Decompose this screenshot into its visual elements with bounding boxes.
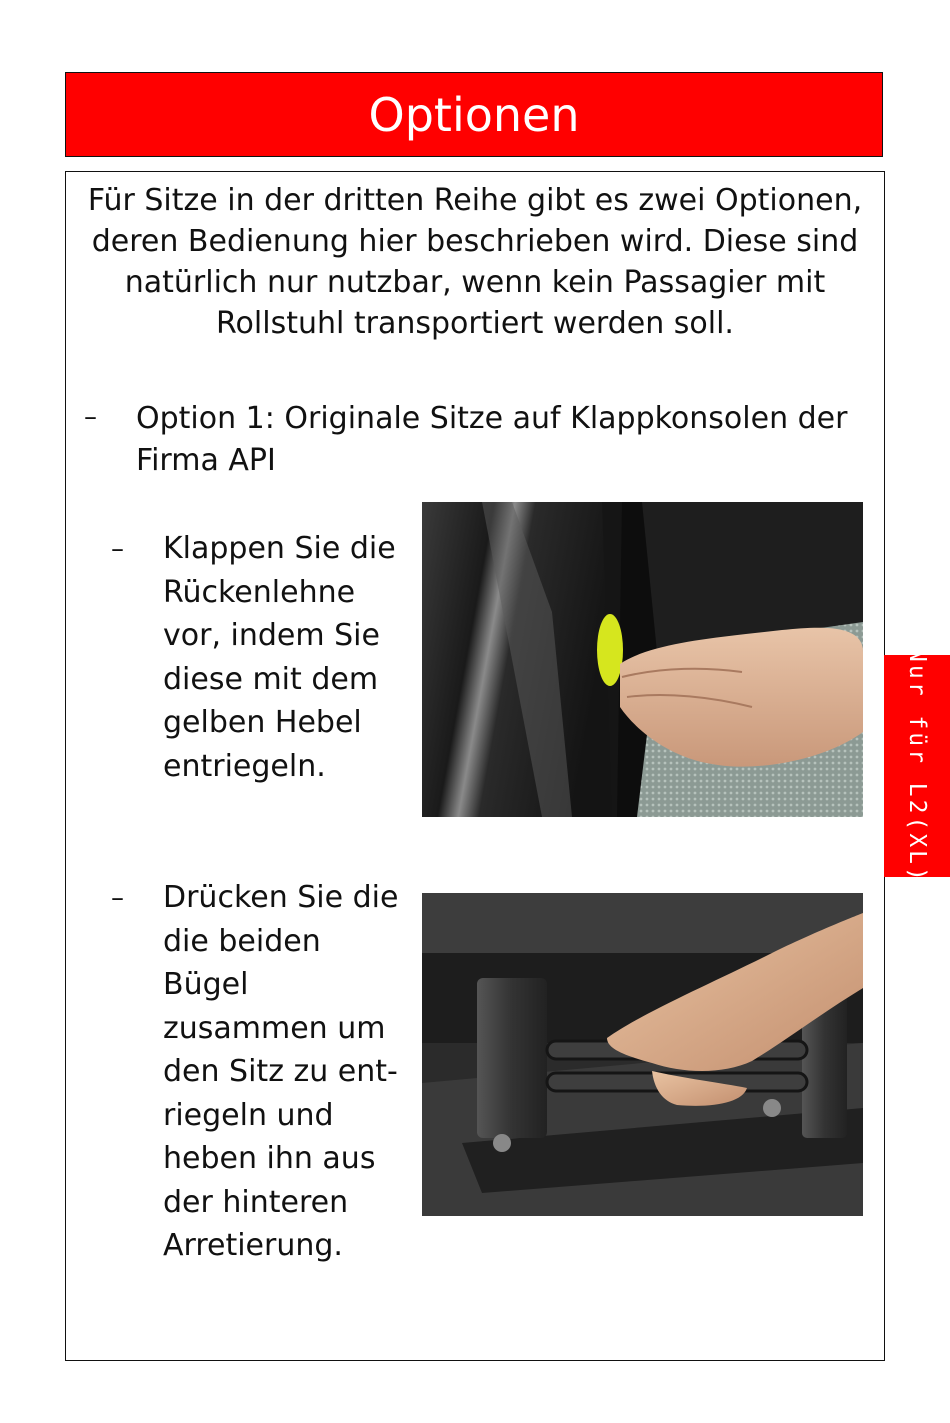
- step-fold-backrest: Klappen Sie die Rückenlehne vor, indem Sie diese mit dem gelben Hebel entriegeln.: [163, 531, 396, 784]
- photo-yellow-lever: [422, 502, 863, 817]
- page-title: Optionen: [368, 87, 580, 142]
- yellow-lever: [597, 614, 623, 686]
- step-squeeze-handles: Drücken Sie die die beiden Bügel zusammen um den Sitz zu ent-riegeln und heben ihn aus der hinteren Arretierung.: [163, 880, 399, 1263]
- title-banner: [65, 72, 883, 157]
- side-tab-label: Nur für L2(XL): [904, 648, 930, 884]
- intro-paragraph: Für Sitze in der dritten Reihe gibt es zwei Optionen, deren Bedienung hier beschrieben wird. Diese sind natürlich nur nutzbar, wenn kein Passagier mit Rollstuhl transportiert werden soll.: [87, 183, 863, 341]
- side-tab-l2xl: [884, 648, 950, 884]
- bullet-dash: –: [111, 883, 124, 913]
- bullet-dash: –: [111, 534, 124, 564]
- bullet-dash: –: [84, 402, 97, 432]
- option-1-heading: Option 1: Originale Sitze auf Klappkonsolen der Firma API: [136, 401, 848, 478]
- photo-seat-handles: [422, 893, 863, 1216]
